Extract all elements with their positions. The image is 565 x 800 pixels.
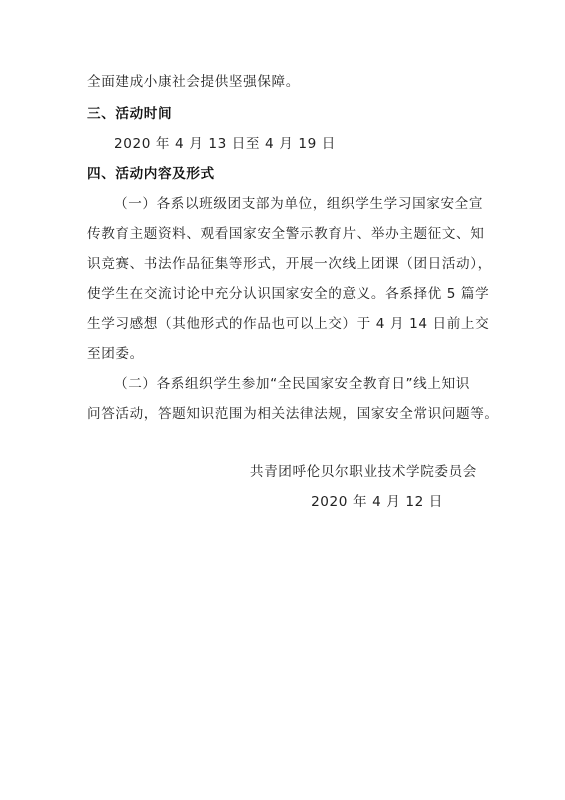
paragraph-2-line: 问答活动，答题知识范围为相关法律法规，国家安全常识问题等。 [87, 406, 499, 422]
signature-organization: 共青团呼伦贝尔职业技术学院委员会 [249, 464, 477, 480]
paragraph-1-line: 识竞赛、书法作品征集等形式，开展一次线上团课（团日活动）， [87, 256, 492, 272]
section-heading-activity-content: 四、活动内容及形式 [87, 166, 215, 182]
paragraph-1-line: 使学生在交流讨论中充分认识国家安全的意义。各系择优 5 篇学 [87, 286, 490, 302]
body-text-line: 全面建成小康社会提供坚强保障。 [87, 74, 300, 90]
signature-date: 2020 年 4 月 12 日 [311, 494, 443, 510]
paragraph-1-line: 生学习感想（其他形式的作品也可以上交）于 4 月 14 日前上交 [87, 316, 490, 332]
paragraph-1-line: 传教育主题资料、观看国家安全警示教育片、举办主题征文、知 [87, 226, 485, 242]
paragraph-1-line: 至团委。 [87, 346, 144, 362]
paragraph-1-line: （一）各系以班级团支部为单位，组织学生学习国家安全宣 [114, 196, 484, 212]
paragraph-2-line: （二）各系组织学生参加“全民国家安全教育日”线上知识 [114, 376, 470, 392]
activity-time-text: 2020 年 4 月 13 日至 4 月 19 日 [114, 136, 336, 152]
section-heading-activity-time: 三、活动时间 [87, 106, 173, 122]
